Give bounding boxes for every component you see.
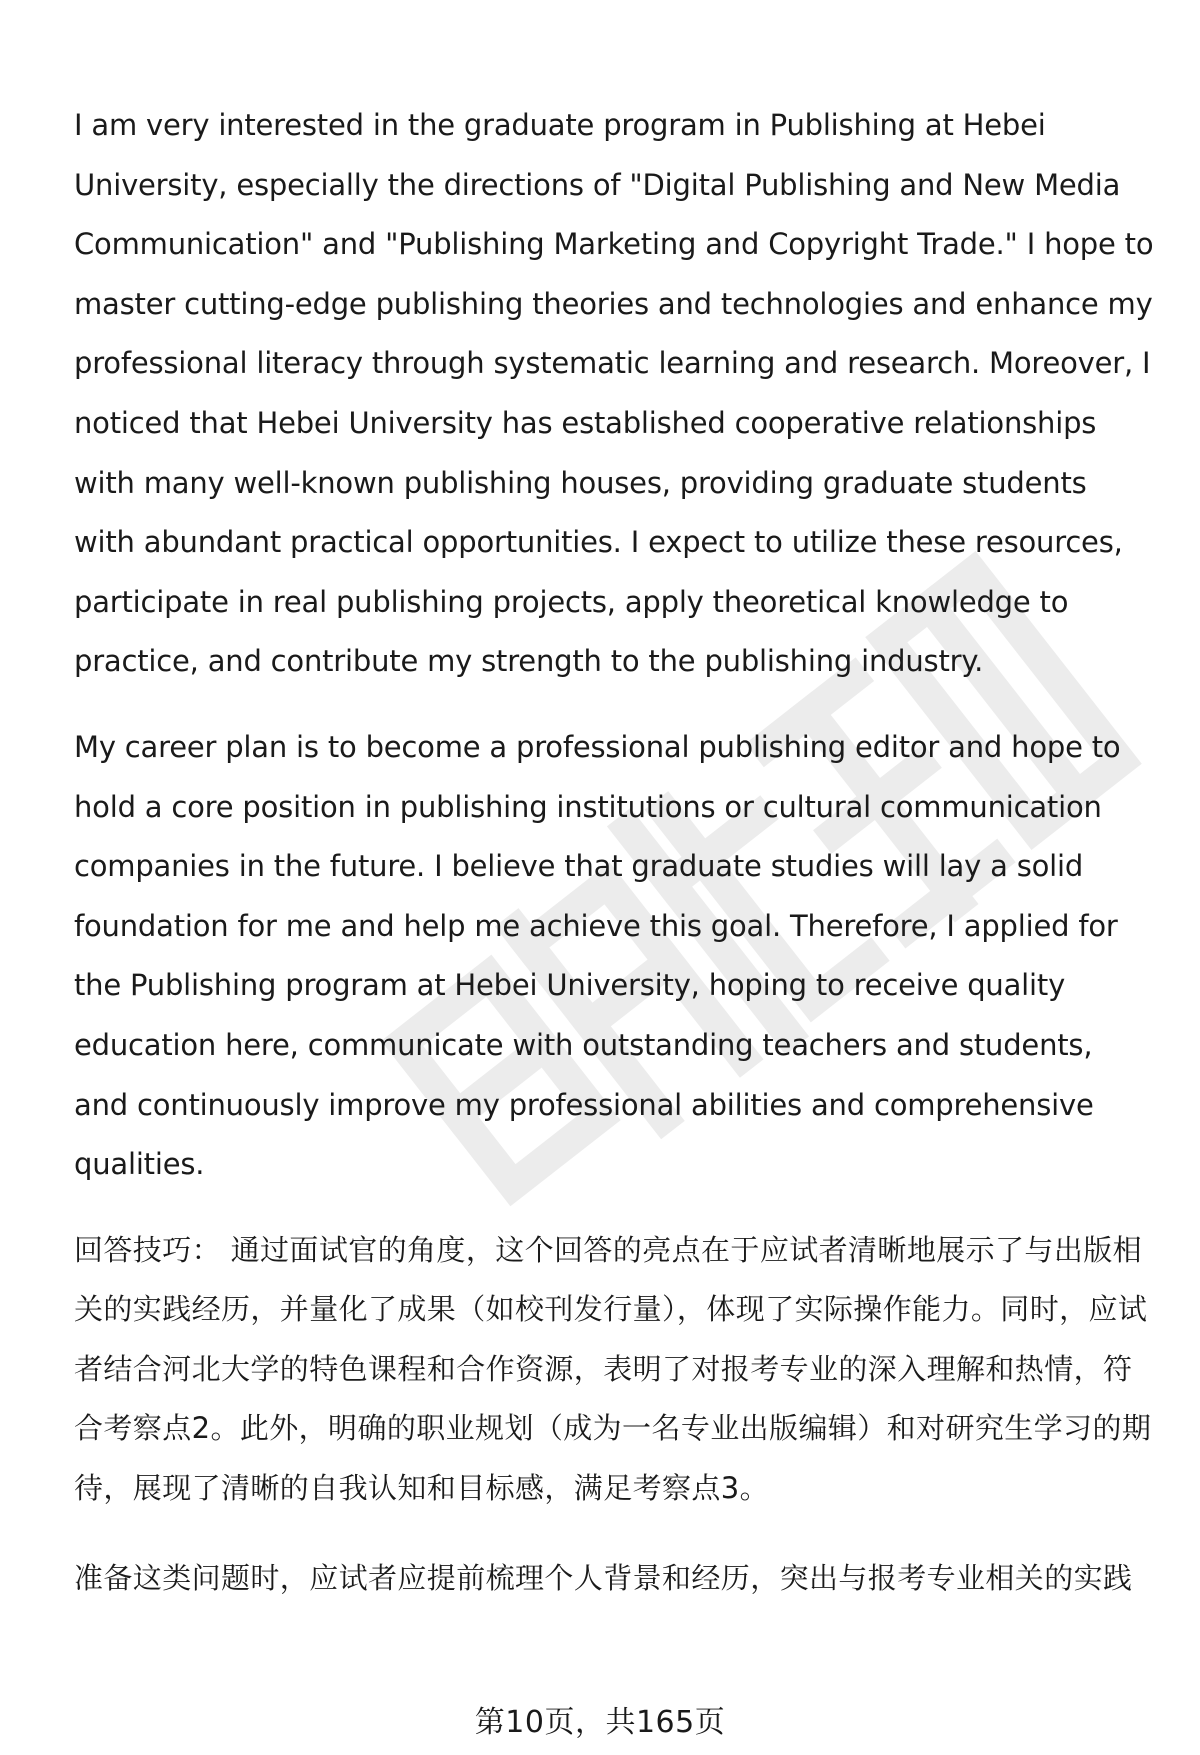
paragraph-preparation: 准备这类问题时，应试者应提前梳理个人背景和经历，突出与报考专业相关的实践 xyxy=(74,1560,1133,1595)
paragraph-answer-tips: 回答技巧： 通过面试官的角度，这个回答的亮点在于应试者清晰地展示了与出版相关的实践经历，并量化了成果（如校刊发行量），体现了实际操作能力。同时，应试者结合河北大学的特色课程和合作资源，表明了对报考专业的深入理解和热情，符合考察点2。此外，明确的职业规划（成为一名专业出版编辑）和对研究生学习的期待，展现了清晰的自我认知和目标感，满足考察点3。 xyxy=(74,1232,1152,1506)
paragraph-motivation: I am very interested in the graduate program in Publishing at Hebei University, especially the directions of "Digital Publishing and New Media Communication" and "Publishing Marketing and Copyright Trade." I hope to master cutting-edge publishing theories and technologies and enhance my professional literacy through systematic learning and research. Moreover, I noticed that Hebei University has established cooperative relationships with many well-known publishing houses, providing graduate students with abundant practical opportunities. I expect to utilize these resources, participate in real publishing projects, apply theoretical knowledge to practice, and contribute my strength to the publishing industry. xyxy=(74,108,1154,679)
paragraph-career-plan: My career plan is to become a professional publishing editor and hope to hold a core position in publishing institutions or cultural communication companies in the future. I believe that graduate studies will lay a solid foundation for me and help me achieve this goal. Therefore, I applied for the Publishing program at Hebei University, hoping to receive quality education here, communicate with outstanding teachers and students, and continuously improve my professional abilities and comprehensive qualities. xyxy=(74,729,1121,1182)
document-body xyxy=(74,96,1154,1638)
page-number: 第10页，共165页 xyxy=(474,1705,726,1740)
